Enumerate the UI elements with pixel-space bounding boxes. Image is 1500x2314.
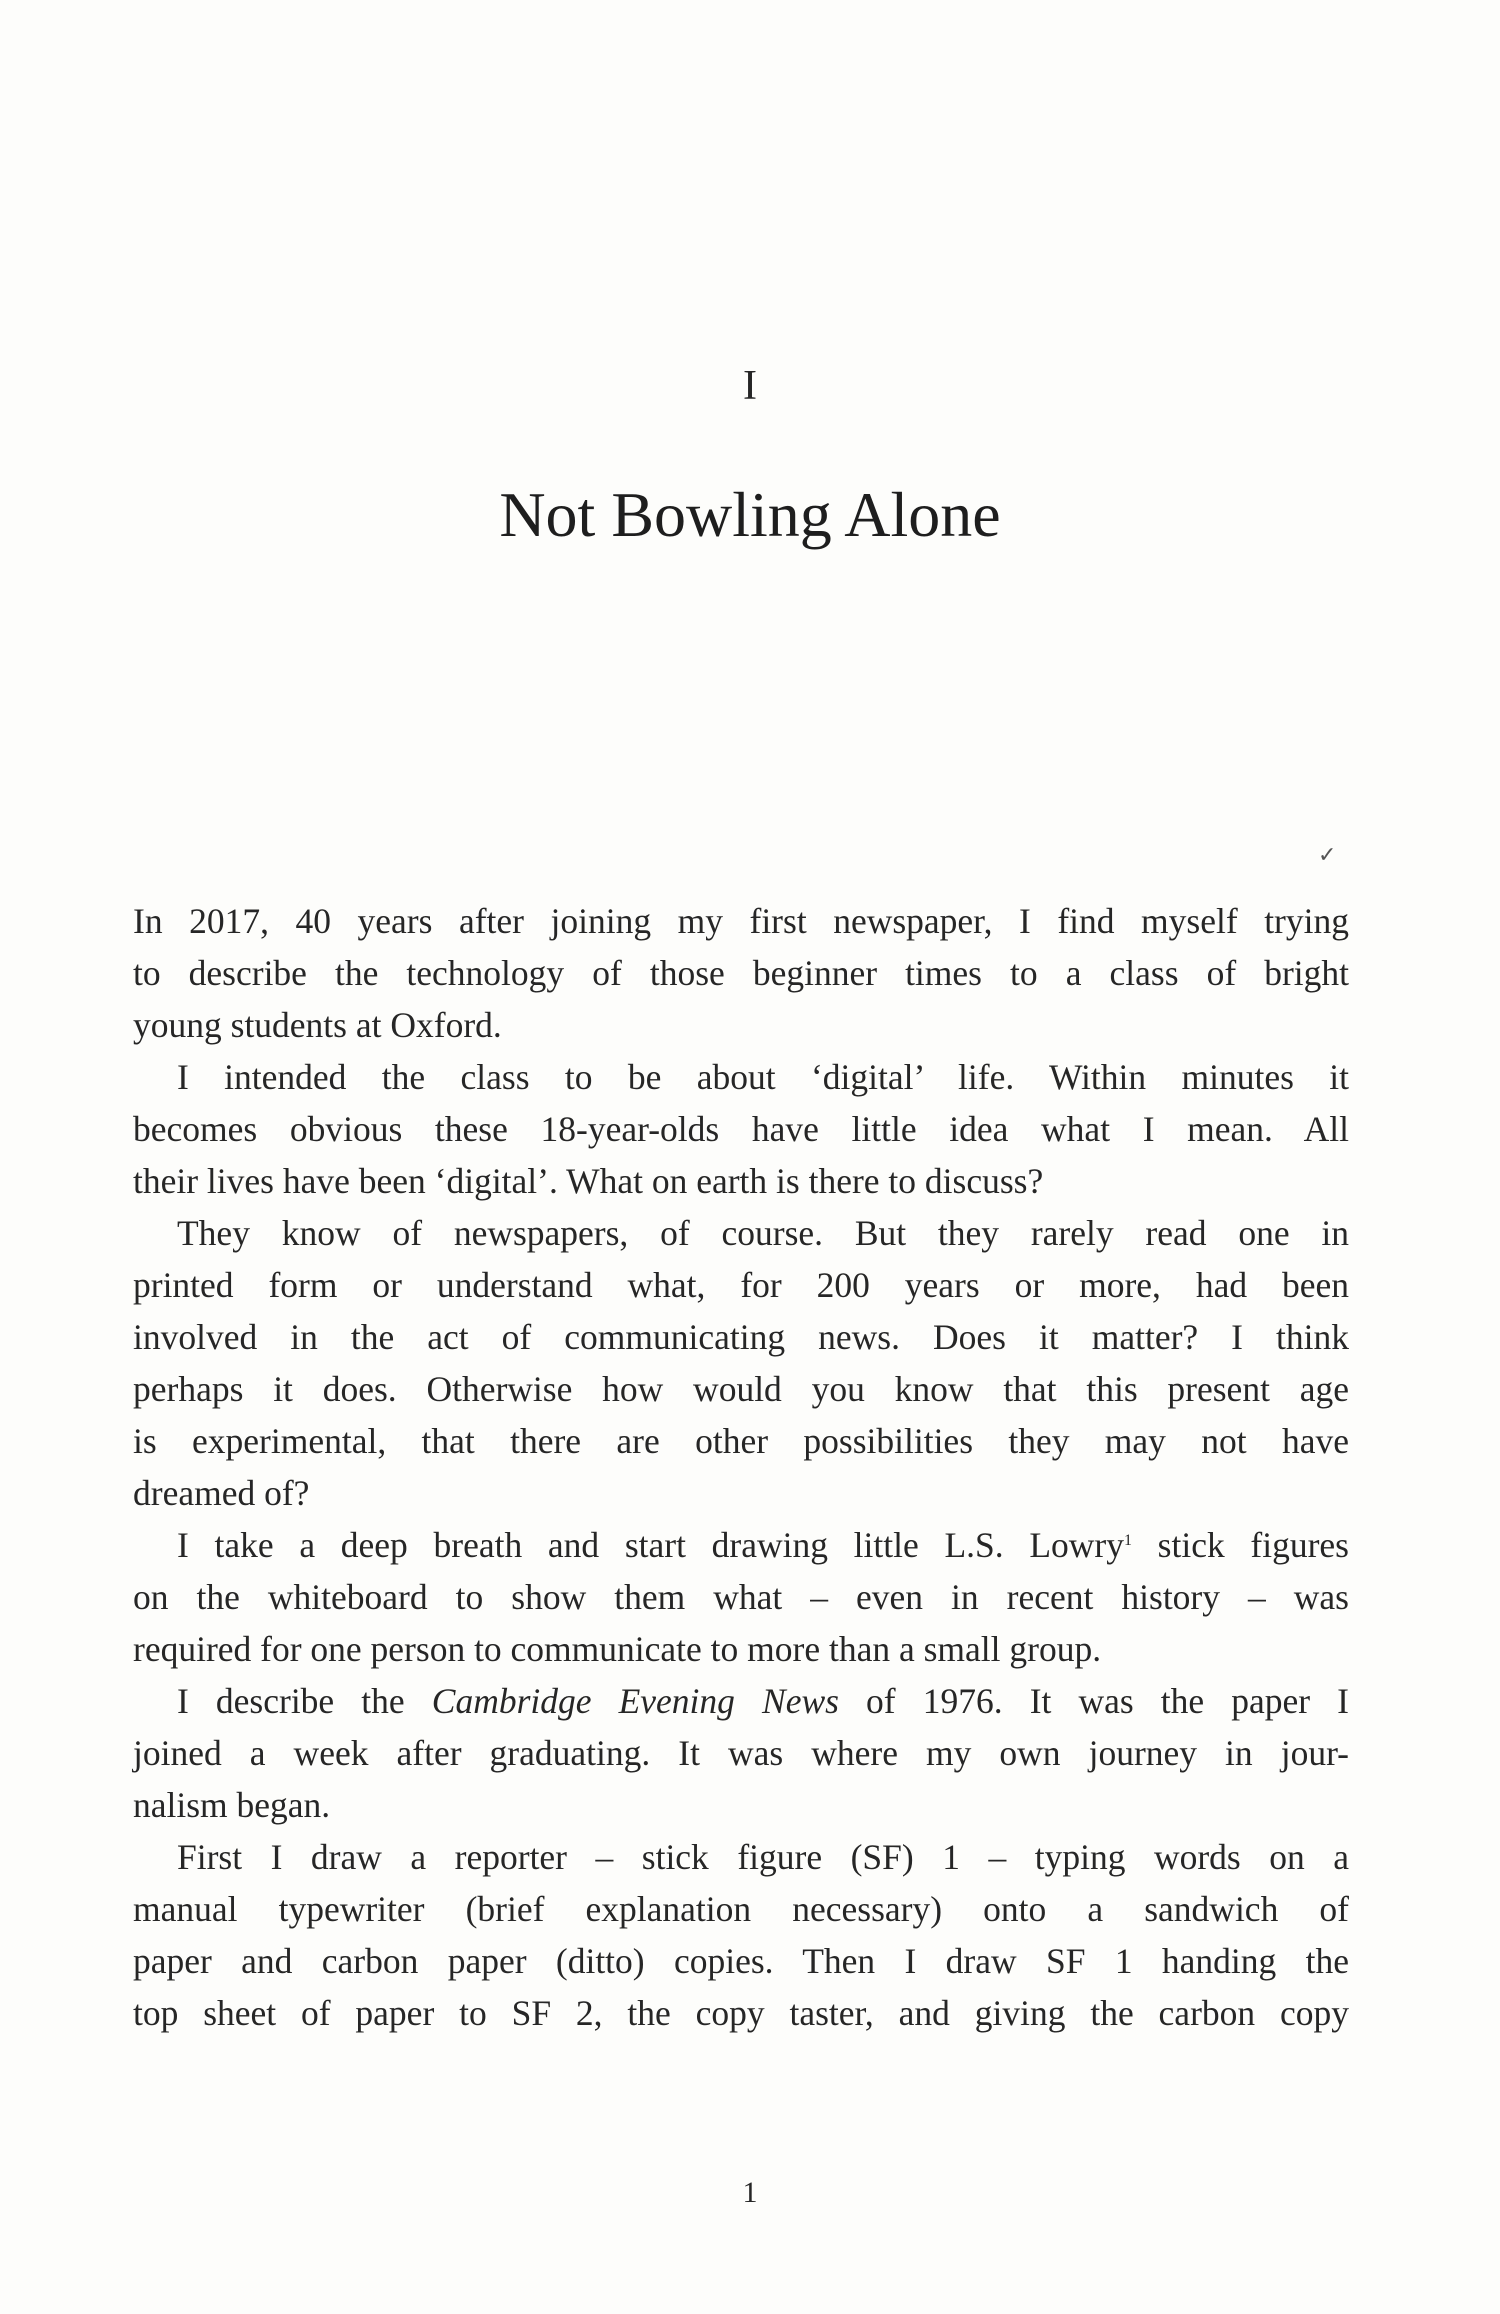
text-line: required for one person to communicate to more than a small group.	[133, 1629, 1102, 1669]
text-line	[133, 1519, 1349, 1571]
text-line	[133, 1675, 1349, 1727]
text-line: becomes obvious these 18-year-olds have little idea what I mean. All	[133, 1109, 1349, 1149]
paragraph	[133, 1207, 1349, 1519]
pencil-tick-mark: ✓	[1318, 842, 1337, 867]
text-line: paper and carbon paper (ditto) copies. Then I draw SF 1 handing the	[133, 1941, 1349, 1981]
publication-title: Cambridge Evening News	[431, 1681, 839, 1721]
text-line: They know of newspapers, of course. But they rarely read one in	[177, 1213, 1349, 1253]
text-line: involved in the act of communicating news. Does it matter? I think	[133, 1317, 1349, 1357]
chapter-body	[133, 895, 1349, 2039]
chapter-number: I	[743, 363, 757, 409]
text-line: is experimental, that there are other possibilities they may not have	[133, 1421, 1349, 1461]
paragraph	[133, 1675, 1349, 1831]
text-segment: of 1976. It was the paper I	[838, 1681, 1349, 1721]
text-segment: stick figures	[1131, 1525, 1349, 1565]
text-line: young students at Oxford.	[133, 1005, 502, 1045]
paragraph	[133, 1519, 1349, 1675]
text-line: manual typewriter (brief explanation necessary) onto a sandwich of	[133, 1889, 1349, 1929]
page-number: 1	[742, 2176, 758, 2209]
footnote-ref[interactable]: 1	[1123, 1532, 1132, 1549]
text-line: perhaps it does. Otherwise how would you know that this present age	[133, 1369, 1349, 1409]
paragraph	[133, 1051, 1349, 1207]
text-line: on the whiteboard to show them what – even in recent history – was	[133, 1577, 1349, 1617]
text-line: nalism began.	[133, 1785, 331, 1825]
paragraph	[133, 1831, 1349, 2039]
chapter-title: Not Bowling Alone	[499, 479, 1001, 550]
text-segment: I take a deep breath and start drawing little L.S. Lowry	[177, 1525, 1124, 1565]
text-line: dreamed of?	[133, 1473, 310, 1513]
text-line: printed form or understand what, for 200 years or more, had been	[133, 1265, 1349, 1305]
text-segment: I describe the	[177, 1681, 432, 1721]
text-line: their lives have been ‘digital’. What on earth is there to discuss?	[133, 1161, 1044, 1201]
text-line: top sheet of paper to SF 2, the copy taster, and giving the carbon copy	[133, 1993, 1349, 2033]
text-line: In 2017, 40 years after joining my first newspaper, I find myself trying	[133, 901, 1349, 941]
text-line: First I draw a reporter – stick figure (SF) 1 – typing words on a	[177, 1837, 1349, 1877]
text-line: to describe the technology of those beginner times to a class of bright	[133, 953, 1349, 993]
text-line: joined a week after graduating. It was where my own journey in jour-	[133, 1733, 1349, 1773]
paragraph	[133, 895, 1349, 1051]
text-line: I intended the class to be about ‘digital’ life. Within minutes it	[177, 1057, 1349, 1097]
